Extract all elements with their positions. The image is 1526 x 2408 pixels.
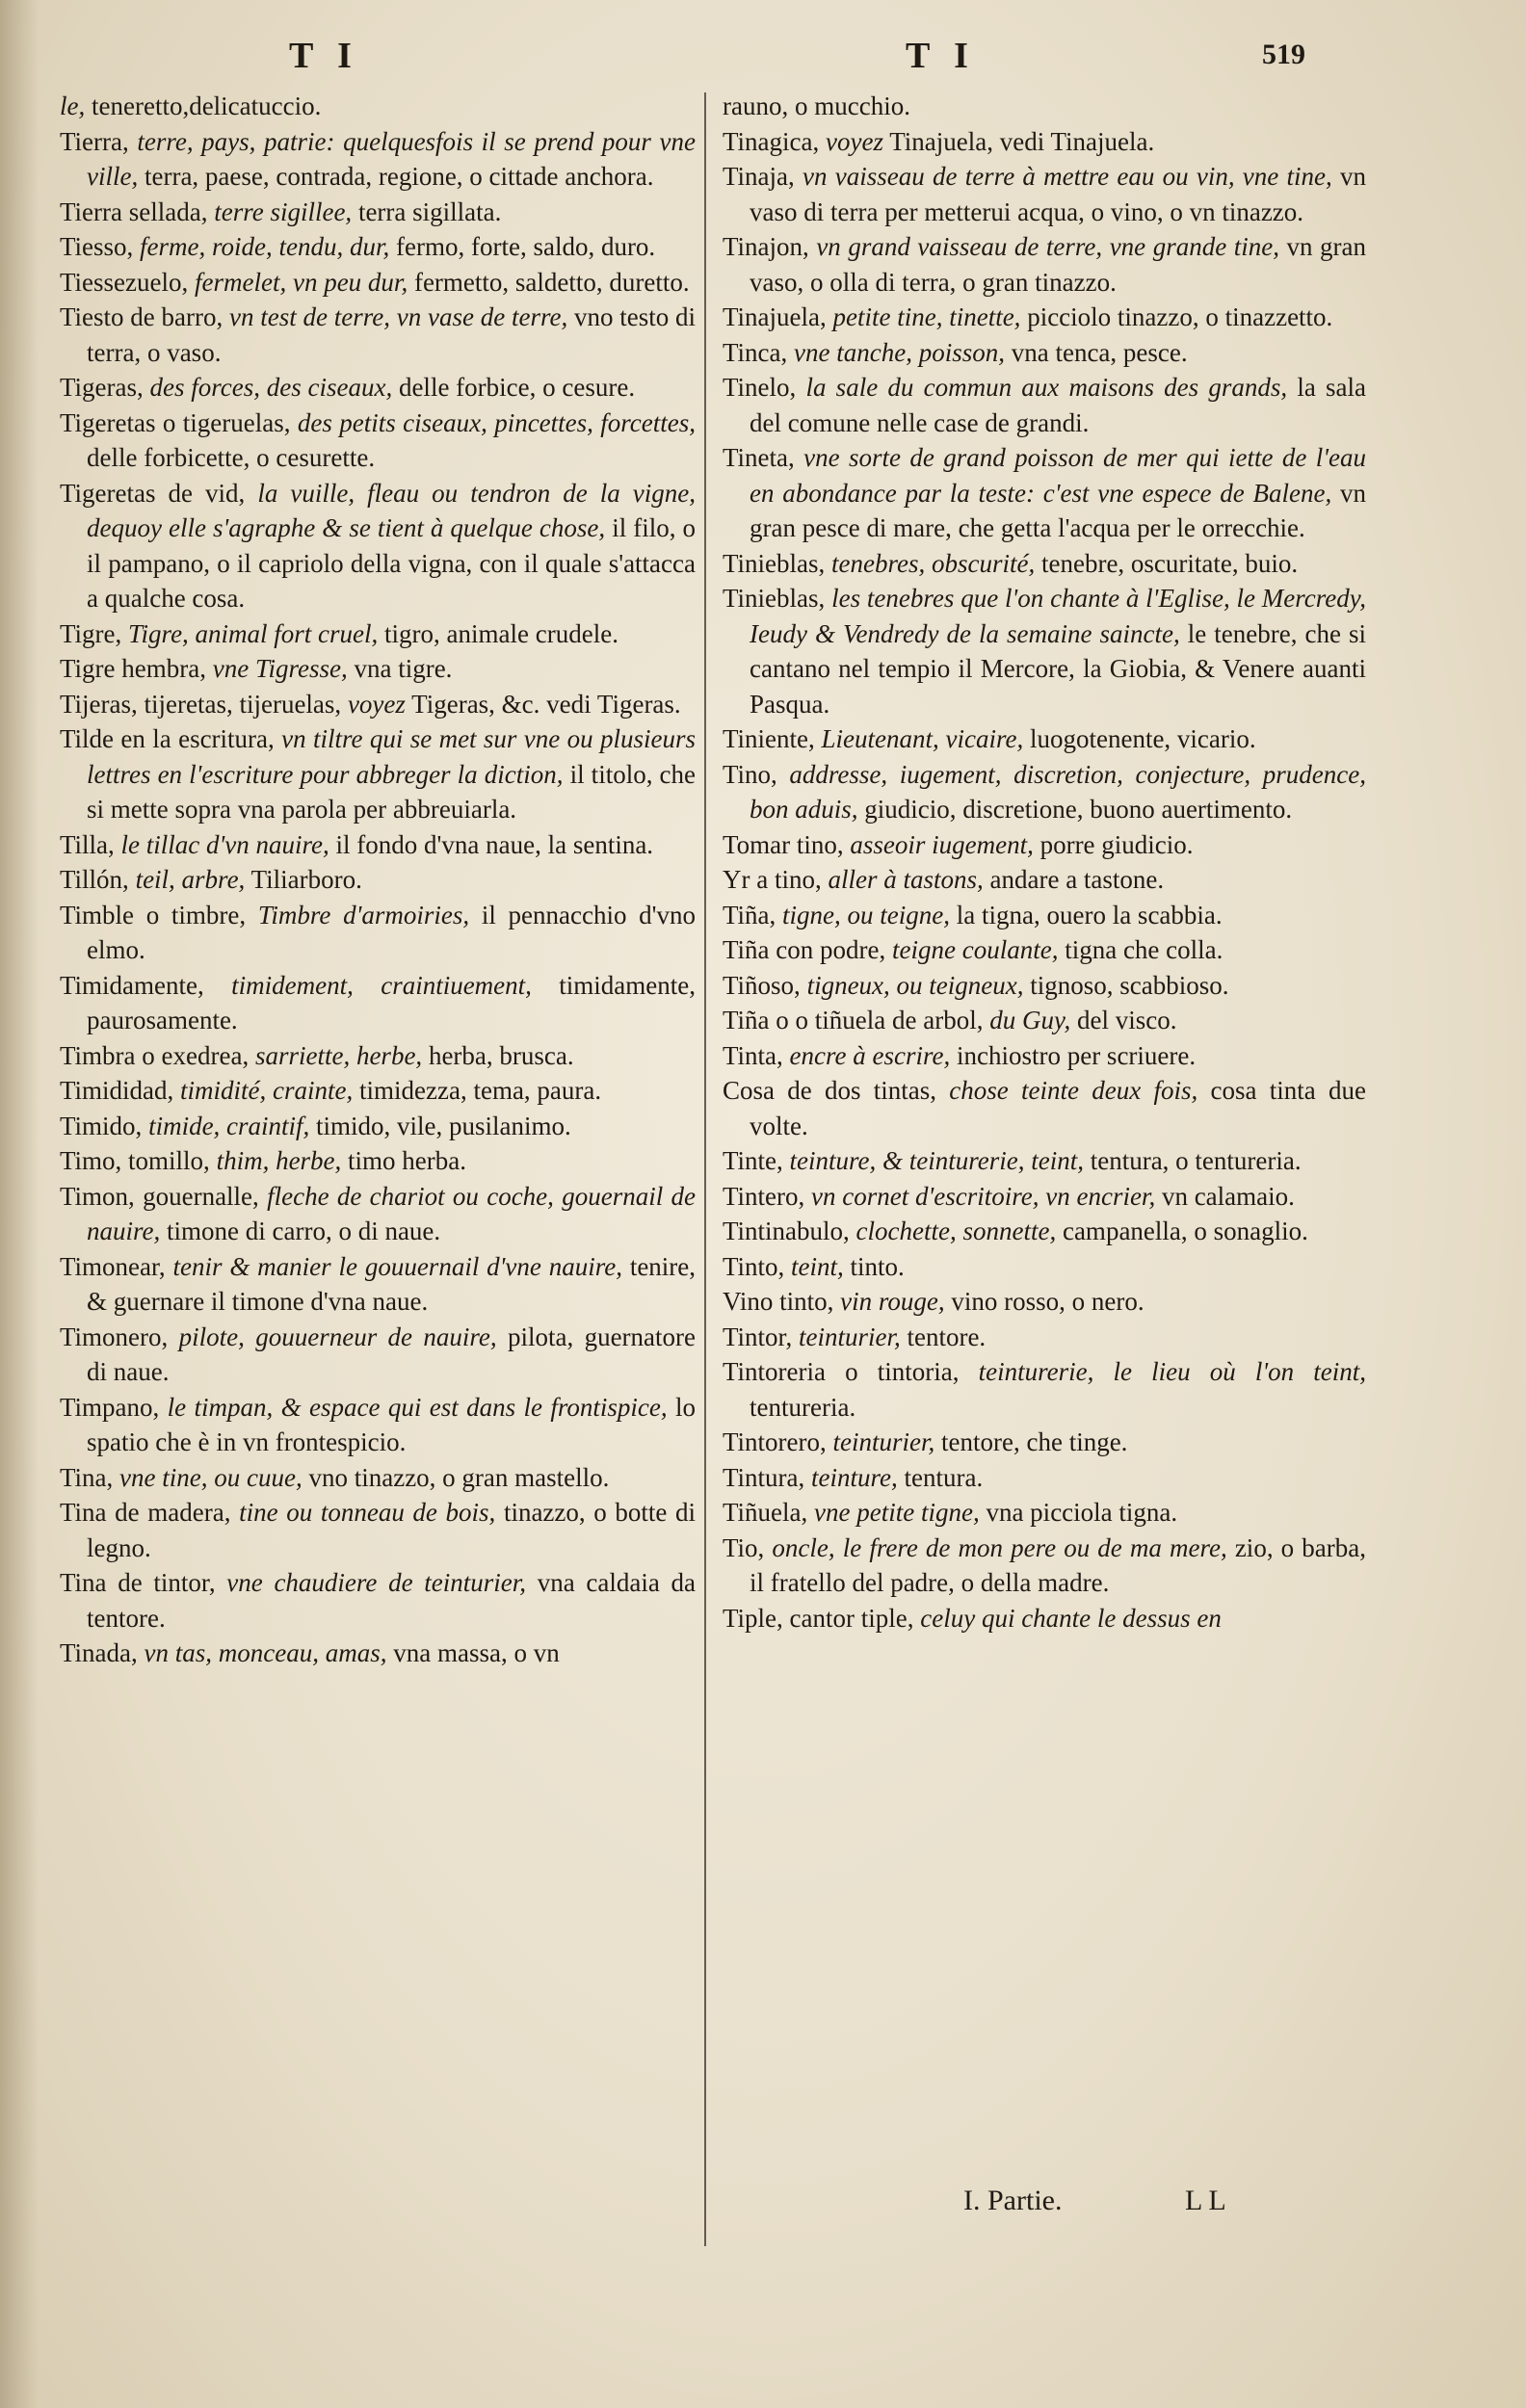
signature-mark: I. Partie. [963,2185,1063,2216]
headword: Tinagica, [723,126,820,156]
headword: Tigeretas de vid, [60,478,246,508]
italian-gloss: Tigeras, &c. vedi Tigeras. [411,689,681,719]
french-gloss: le, [60,92,86,120]
headword: Tina, [60,1462,114,1492]
french-gloss: ferme, roide, tendu, dur, [140,232,390,261]
italian-gloss: vna caldaia da tentore. [87,1568,697,1633]
dictionary-entry [60,300,696,370]
italian-gloss: vna tigre. [354,654,453,683]
french-gloss: teigne coulante, [892,935,1059,964]
italian-gloss: tigro, animale crudele. [384,618,618,648]
french-gloss: vin rouge, [840,1287,945,1316]
french-gloss: celuy qui chante le dessus en [920,1603,1222,1633]
dictionary-entry [723,581,1366,721]
headword: Tinajuela, [723,302,827,331]
headword: Tintinabulo, [723,1217,850,1245]
headword: Tinte, [723,1146,783,1175]
dictionary-entry [60,1073,696,1109]
italian-gloss: delle forbicette, o cesurette. [87,443,376,472]
italian-gloss: vn calamaio. [1161,1181,1295,1211]
left-running-head: T I [289,36,359,76]
italian-gloss: le tenebre, che si cantano nel tempio il Mercore, la Giobia, & Venere auanti Pasqua. [750,618,1367,719]
dictionary-entry [60,1038,696,1074]
dictionary-entry [60,1320,696,1390]
dictionary-entry [60,1143,696,1179]
headword: Timbra o exedrea, [60,1040,250,1070]
dictionary-entry [723,1038,1366,1074]
dictionary-entry [723,862,1366,898]
french-gloss: clochette, sonnette, [855,1217,1057,1245]
dictionary-entry [723,300,1366,335]
italian-gloss: herba, brusca. [428,1040,574,1070]
dictionary-entry [723,757,1366,827]
headword: Tierra, [60,126,129,156]
headword: Tiesto de barro, [60,302,224,331]
column-divider [704,92,706,2246]
headword: Tiñoso, [723,970,801,1000]
dictionary-entry [60,370,696,406]
french-gloss: teinture, & teinturerie, teint, [789,1146,1084,1175]
french-gloss: tenir & manier le gouuernail d'vne nauire, [172,1251,622,1281]
italian-gloss: fermetto, saldetto, duretto. [413,267,690,297]
dictionary-entry [60,1249,696,1320]
italian-gloss: vno tinazzo, o gran mastello. [308,1462,610,1492]
headword: Tio, [723,1532,765,1562]
french-gloss: timide, craintif, [148,1111,310,1140]
french-gloss: terre, pays, patrie: quelquesfois il se prend pour vne ville, [87,126,696,191]
dictionary-entry [60,616,696,652]
french-gloss: la sale du commun aux maisons des grands, [805,373,1288,402]
italian-gloss: inchiostro per scriuere. [956,1040,1197,1070]
dictionary-entry [723,1531,1366,1601]
french-gloss: des forces, des ciseaux, [149,373,393,402]
french-gloss: tigne, ou teigne, [782,900,950,929]
headword: Tillón, [60,865,129,894]
headword: Tomar tino, [723,829,844,859]
headword: Tina de madera, [60,1498,231,1527]
italian-gloss: vn gran pesce di mare, che getta l'acqua per le orrecchie. [750,478,1367,542]
french-gloss: du Guy, [989,1006,1071,1034]
french-gloss: vn test de terre, vn vase de terre, [229,302,568,331]
headword: Tina de tintor, [60,1568,216,1597]
french-gloss: timidité, crainte, [180,1076,354,1105]
french-gloss: Timbre d'armoiries, [257,900,470,929]
dictionary-entry [723,440,1366,546]
headword: Tigre, [60,618,122,648]
headword: Tiple, cantor tiple, [723,1603,914,1633]
dictionary-entry [723,1354,1366,1425]
italian-gloss: delle forbice, o cesure. [398,373,636,402]
dictionary-entry [723,1214,1366,1249]
right-column [723,89,1366,1636]
french-gloss: vne sorte de grand poisson de mer qui iette de l'eau en abondance par la teste: c'est vne espece de Balene, [750,443,1366,508]
headword: Tiña o o tiñuela de arbol, [723,1006,984,1034]
italian-gloss: campanella, o sonaglio. [1062,1217,1308,1245]
headword: Tintura, [723,1462,805,1492]
french-gloss: sarriette, herbe, [254,1040,423,1070]
dictionary-entry [723,546,1366,582]
french-gloss: voyez [826,126,883,156]
italian-gloss: tentore. [907,1322,987,1351]
italian-gloss: vna massa, o vn [393,1638,560,1667]
french-gloss: terre sigillee, [214,196,353,226]
french-gloss: vne tanche, poisson, [794,337,1005,367]
headword: Cosa de dos tintas, [723,1076,937,1105]
italian-gloss: giudicio, discretione, buono auertimento. [864,795,1293,824]
french-gloss: la vuille, fleau ou tendron de la vigne, dequoy elle s'agraphe & se tient à quelque chose, [87,478,697,542]
left-column [60,89,696,1671]
italian-gloss: tentore, che tinge. [941,1427,1128,1456]
dictionary-entry [60,195,696,230]
french-gloss: teinturier, [832,1427,935,1456]
italian-gloss: tignoso, scabbioso. [1030,970,1229,1000]
french-gloss: fleche de chariot ou coche, gouernail de nauire, [87,1181,696,1245]
dictionary-entry [723,1601,1366,1636]
dictionary-entry [723,159,1366,229]
french-gloss: oncle, le frere de mon pere ou de ma mere, [772,1532,1227,1562]
italian-gloss: timo herba. [348,1146,467,1175]
french-gloss: addresse, iugement, discretion, conjecture, prudence, bon aduis, [750,759,1366,824]
italian-gloss: il titolo, che si mette sopra vna parola per abbreuiarla. [87,759,697,824]
dictionary-entry [60,89,696,124]
headword: Tiña, [723,900,776,929]
italian-gloss: tigna che colla. [1065,935,1223,964]
italian-gloss: vna picciola tigna. [986,1498,1178,1527]
italian-gloss: timidamente, paurosamente. [87,970,696,1034]
french-gloss: teint, [791,1251,844,1281]
headword: Tinto, [723,1251,785,1281]
headword: Tilde en la escritura, [60,724,275,753]
dictionary-entry [60,1390,696,1460]
dictionary-entry [723,229,1366,300]
dictionary-entry [60,406,696,476]
french-gloss: timidement, craintiuement, [231,970,532,1000]
italian-gloss: il fondo d'vna naue, la sentina. [335,829,654,859]
headword: Tiesso, [60,232,134,261]
italian-gloss: tenebre, oscuritate, buio. [1040,548,1299,578]
french-gloss: petite tine, tinette, [832,302,1021,331]
dictionary-entry [60,229,696,265]
dictionary-entry [723,1073,1366,1143]
headword: Tintoreria o tintoria, [723,1357,960,1386]
headword: Yr a tino, [723,865,822,894]
headword: Timble o timbre, [60,900,247,929]
dictionary-entry [60,687,696,722]
french-gloss: le tillac d'vn nauire, [120,829,329,859]
french-gloss: encre à escrire, [789,1040,951,1070]
headword: Timonero, [60,1322,169,1351]
dictionary-entry [60,1636,696,1671]
gutter-shadow [0,0,39,2408]
french-gloss: des petits ciseaux, pincettes, forcettes, [297,407,697,437]
french-gloss: vn cornet d'escritoire, vn encrier, [811,1181,1156,1211]
french-gloss: asseoir iugement, [850,829,1034,859]
headword: Tiñuela, [723,1498,808,1527]
italian-gloss: zio, o barba, il fratello del padre, o della madre. [750,1532,1366,1597]
headword: Tigeras, [60,373,144,402]
dictionary-entry [60,651,696,687]
page-number: 519 [1262,39,1305,70]
headword: Tinieblas, [723,584,826,613]
running-header [0,35,1526,92]
french-gloss: vn tiltre qui se met sur vne ou plusieurs lettres en l'escriture pour abbreger la diction, [87,724,696,789]
headword: Tintorero, [723,1427,827,1456]
italian-gloss: rauno, o mucchio. [723,92,910,120]
italian-gloss: tinto. [850,1251,905,1281]
french-gloss: voyez [347,689,406,719]
italian-gloss: cosa tinta due volte. [750,1076,1367,1140]
italian-gloss: Tinajuela, vedi Tinajuela. [889,126,1155,156]
headword: Tiniente, [723,724,815,753]
dictionary-entry [723,124,1366,160]
italian-gloss: vno testo di terra, o vaso. [87,302,696,367]
dictionary-entry [60,1495,696,1565]
dictionary-entry [723,1495,1366,1531]
headword: Tigeretas o tigeruelas, [60,407,291,437]
headword: Timonear, [60,1251,166,1281]
italian-gloss: il pennacchio d'vno elmo. [87,900,697,964]
headword: Timpano, [60,1392,160,1422]
italian-gloss: tentureria. [750,1392,856,1422]
italian-gloss: teneretto,delicatuccio. [92,92,322,120]
dictionary-entry [723,335,1366,371]
french-gloss: vn tas, monceau, amas, [144,1638,387,1667]
headword: Tintor, [723,1322,793,1351]
dictionary-entry [60,1460,696,1496]
headword: Timido, [60,1111,143,1140]
dictionary-entry [60,265,696,301]
french-gloss: tigneux, ou teigneux, [806,970,1024,1000]
french-gloss: le timpan, & espace qui est dans le frontispice, [167,1392,668,1422]
italian-gloss: fermo, forte, saldo, duro. [396,232,656,261]
headword: Timididad, [60,1076,174,1105]
italian-gloss: andare a tastone. [989,865,1165,894]
headword: Tierra sellada, [60,196,208,226]
french-gloss: thim, herbe, [216,1146,342,1175]
dictionary-entry [723,721,1366,757]
italian-gloss: lo spatio che è in vn frontespicio. [87,1392,697,1456]
headword: Timon, gouernalle, [60,1181,259,1211]
dictionary-entry [723,898,1366,933]
dictionary-entry [723,827,1366,863]
dictionary-entry [723,1143,1366,1179]
french-gloss: vne tine, ou cuue, [119,1462,303,1492]
french-gloss: vn grand vaisseau de terre, vne grande tine, [816,232,1279,261]
french-gloss: vn vaisseau de terre à mettre eau ou vin, vne tine, [802,162,1332,191]
french-gloss: Tigre, animal fort cruel, [128,618,379,648]
catchword: LL [1185,2185,1232,2216]
headword: Tijeras, tijeretas, tijeruelas, [60,689,342,719]
dictionary-entry [723,1249,1366,1285]
headword: Tiña con podre, [723,935,886,964]
italian-gloss: timido, vile, pusilanimo. [316,1111,571,1140]
dictionary-entry [60,1179,696,1249]
french-gloss: teinturier, [798,1322,901,1351]
right-running-head: T I [906,36,976,76]
dictionary-entry [60,476,696,616]
italian-gloss: vn gran vaso, o olla di terra, o gran tinazzo. [750,232,1367,297]
italian-gloss: tenire, & guernare il timone d'vna naue. [87,1251,697,1316]
french-gloss: vne chaudiere de teinturier, [226,1568,527,1597]
headword: Tiessezuelo, [60,267,189,297]
italian-gloss: porre giudicio. [1039,829,1194,859]
headword: Tineta, [723,443,795,472]
headword: Tinelo, [723,373,797,402]
headword: Timidamente, [60,970,204,1000]
italian-gloss: Tiliarboro. [250,865,362,894]
dictionary-entry [723,1003,1366,1038]
dictionary-entry [723,1179,1366,1215]
dictionary-entry [723,932,1366,968]
dictionary-entry [60,968,696,1038]
french-gloss: vne petite tigne, [814,1498,980,1527]
dictionary-entry [723,370,1366,440]
headword: Tinajon, [723,232,809,261]
french-gloss: les tenebres que l'on chante à l'Eglise, le Mercredy, Ieudy & Vendredy de la semaine saincte, [750,584,1367,648]
italian-gloss: vn vaso di terra per metterui acqua, o vino, o vn tinazzo. [750,162,1367,226]
italian-gloss: terra, paese, contrada, regione, o cittade anchora. [144,162,654,191]
french-gloss: chose teinte deux fois, [949,1076,1198,1105]
dictionary-entry [60,1565,696,1636]
dictionary-entry [723,1320,1366,1355]
italian-gloss: tinazzo, o botte di legno. [87,1498,697,1562]
french-gloss: teinturerie, le lieu où l'on teint, [978,1357,1367,1386]
french-gloss: teil, arbre, [135,865,246,894]
dictionary-entry [723,1284,1366,1320]
dictionary-entry [60,721,696,827]
dictionary-entry [60,862,696,898]
italian-gloss: timidezza, tema, paura. [359,1076,602,1105]
headword: Tinada, [60,1638,138,1667]
italian-gloss: tentura, o tentureria. [1090,1146,1302,1175]
italian-gloss: timone di carro, o di naue. [167,1217,441,1245]
french-gloss: fermelet, vn peu dur, [195,267,408,297]
dictionary-entry [60,1109,696,1144]
dictionary-entry [723,1425,1366,1460]
dictionary-entry [723,89,1366,124]
dictionary-entry [60,124,696,195]
french-gloss: tenebres, obscurité, [831,548,1036,578]
headword: Vino tinto, [723,1287,834,1316]
italian-gloss: del visco. [1076,1006,1177,1034]
headword: Tinta, [723,1040,783,1070]
headword: Tinieblas, [723,548,826,578]
headword: Timo, tomillo, [60,1146,210,1175]
italian-gloss: la tigna, ouero la scabbia. [956,900,1223,929]
italian-gloss: terra sigillata. [357,196,502,226]
italian-gloss: tentura. [904,1462,984,1492]
headword: Tintero, [723,1181,805,1211]
italian-gloss: vino rosso, o nero. [951,1287,1144,1316]
italian-gloss: vna tenca, pesce. [1011,337,1188,367]
dictionary-entry [723,1460,1366,1496]
french-gloss: tine ou tonneau de bois, [239,1498,496,1527]
italian-gloss: il filo, o il pampano, o il capriolo della vigna, con il quale s'attacca a qualche cosa. [87,513,697,613]
headword: Tinaja, [723,162,795,191]
headword: Tino, [723,759,777,789]
dictionary-entry [60,898,696,968]
dictionary-entry [60,827,696,863]
headword: Tilla, [60,829,115,859]
italian-gloss: picciolo tinazzo, o tinazzetto. [1027,302,1333,331]
italian-gloss: luogotenente, vicario. [1029,724,1256,753]
french-gloss: Lieutenant, vicaire, [821,724,1024,753]
french-gloss: vne Tigresse, [212,654,348,683]
headword: Tinca, [723,337,788,367]
french-gloss: teinture, [811,1462,898,1492]
italian-gloss: la sala del comune nelle case de grandi. [750,373,1366,437]
headword: Tigre hembra, [60,654,206,683]
dictionary-entry [723,968,1366,1004]
italian-gloss: pilota, guernatore di naue. [87,1322,697,1386]
french-gloss: pilote, gouuerneur de nauire, [178,1322,497,1351]
french-gloss: aller à tastons, [828,865,984,894]
